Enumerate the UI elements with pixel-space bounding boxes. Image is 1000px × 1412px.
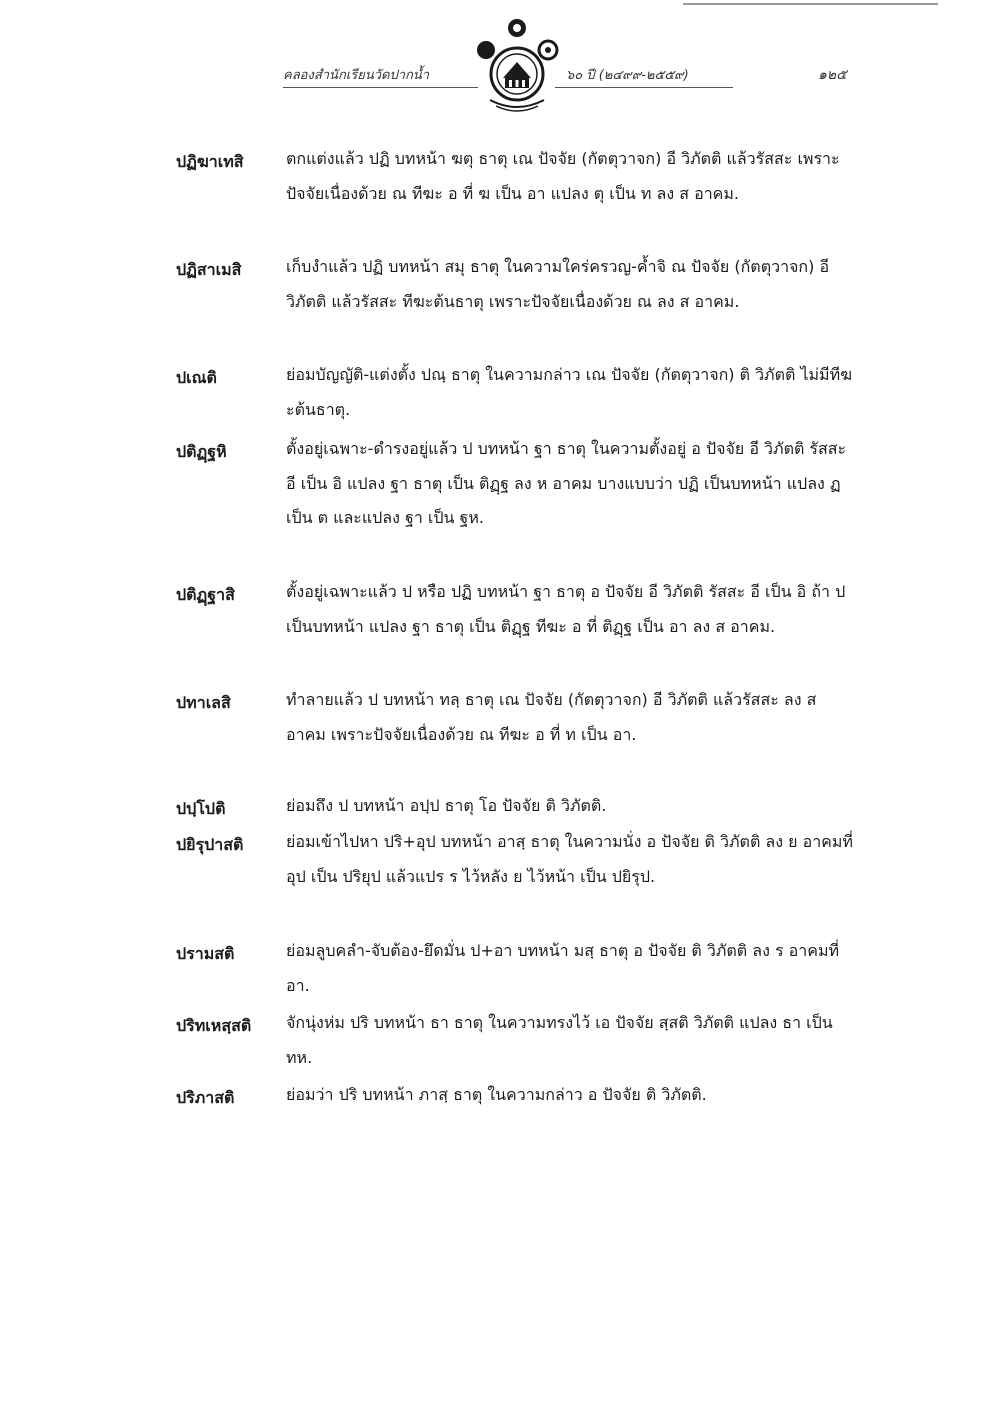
entry-term: ปเณติ [176, 368, 217, 387]
header-anniversary: ๖๐ ปี (๒๔๙๙-๒๕๕๙) [566, 68, 689, 83]
entry-definition: ย่อมบัญญัติ-แต่งตั้ง ปณฺ ธาตุ ในความกล่าว เณ ปัจจัย (กัตตุวาจก) ติ วิภัตติ ไม่มีทีฆะต้นธาตุ. [286, 365, 853, 419]
entry-term: ปติฏฺฐาสิ [176, 585, 235, 604]
entry-term: ปยิรุปาสติ [176, 835, 244, 854]
page-header [0, 0, 1000, 130]
entry-definition: ย่อมว่า ปริ บทหน้า ภาสฺ ธาตุ ในความกล่าว อ ปัจจัย ติ วิภัตติ. [286, 1085, 707, 1104]
entry-definition: ตั้งอยู่เฉพาะ-ดำรงอยู่แล้ว ป บทหน้า ฐา ธาตุ ในความตั้งอยู่ อ ปัจจัย อี วิภัตติ รัสสะ อี เป็น อิ แปลง ฐา ธาตุ เป็น ติฏฺฐ ลง ห อาคม บางแบบว่า ปฏิ เป็นบทหน้า แปลง ฏ เป็น ต และแปลง ฐา เป็น ฐห. [286, 439, 847, 527]
entry-term: ปรามสติ [176, 944, 235, 963]
entry-definition: ย่อมลูบคลำ-จับต้อง-ยึดมั่น ป+อา บทหน้า มสฺ ธาตุ อ ปัจจัย ติ วิภัตติ ลง ร อาคมที่ อา. [286, 941, 840, 995]
entry-term: ปริภาสติ [176, 1088, 235, 1107]
entry-term: ปฏิสาเมสิ [176, 260, 242, 279]
temple-emblem-icon [472, 16, 562, 116]
entry-definition: ทำลายแล้ว ป บทหน้า ทลฺ ธาตุ เณ ปัจจัย (กัตตุวาจก) อี วิภัตติ แล้วรัสสะ ลง ส อาคม เพราะปัจจัยเนื่องด้วย ณ ทีฆะ อ ที่ ท เป็น อา. [286, 690, 817, 744]
entry-definition: ตั้งอยู่เฉพาะแล้ว ป หรือ ปฏิ บทหน้า ฐา ธาตุ อ ปัจจัย อี วิภัตติ รัสสะ อี เป็น อิ ถ้า ป เป็นบทหน้า แปลง ฐา ธาตุ เป็น ติฏฺฐ ทีฆะ อ ที่ ติฏฺฐ เป็น อา ลง ส อาคม. [286, 582, 846, 636]
header-left-rule [283, 87, 478, 88]
entry-definition: จักนุ่งห่ม ปริ บทหน้า ธา ธาตุ ในความทรงไว้ เอ ปัจจัย สฺสติ วิภัตติ แปลง ธา เป็น ทห. [286, 1013, 833, 1067]
entry-definition: ตกแต่งแล้ว ปฏิ บทหน้า ฆตุ ธาตุ เณ ปัจจัย (กัตตุวาจก) อี วิภัตติ แล้วรัสสะ เพราะปัจจัยเนื่องด้วย ณ ทีฆะ อ ที่ ฆ เป็น อา แปลง ตุ เป็น ท ลง ส อาคม. [286, 149, 840, 203]
entry-term: ปฏิฆาเทสิ [176, 152, 244, 171]
header-publisher: คลองสำนักเรียนวัดปากน้ำ [283, 68, 430, 83]
entry-definition: ย่อมถึง ป บทหน้า อปฺป ธาตุ โอ ปัจจัย ติ วิภัตติ. [286, 796, 607, 815]
page-number: ๑๒๕ [818, 67, 847, 83]
entry-definition: เก็บงำแล้ว ปฏิ บทหน้า สมุ ธาตุ ในความใคร่ครวญ-ค้ำจิ ณ ปัจจัย (กัตตุวาจก) อี วิภัตติ แล้วรัสสะ ทีฆะต้นธาตุ เพราะปัจจัยเนื่องด้วย ณ ลง ส อาคม. [286, 257, 830, 311]
header-right-rule [555, 87, 733, 88]
entry-term: ปติฏฺฐหิ [176, 442, 227, 461]
entry-term: ปริทเหสฺสติ [176, 1016, 252, 1035]
entry-term: ปทาเลสิ [176, 693, 231, 712]
entry-definition: ย่อมเข้าไปหา ปริ+อุป บทหน้า อาสฺ ธาตุ ในความนั่ง อ ปัจจัย ติ วิภัตติ ลง ย อาคมที่ อุป เป็น ปริยุป แล้วแปร ร ไว้หลัง ย ไว้หน้า เป็น ปยิรุป. [286, 832, 853, 886]
entry-term: ปปฺโปติ [176, 799, 226, 818]
